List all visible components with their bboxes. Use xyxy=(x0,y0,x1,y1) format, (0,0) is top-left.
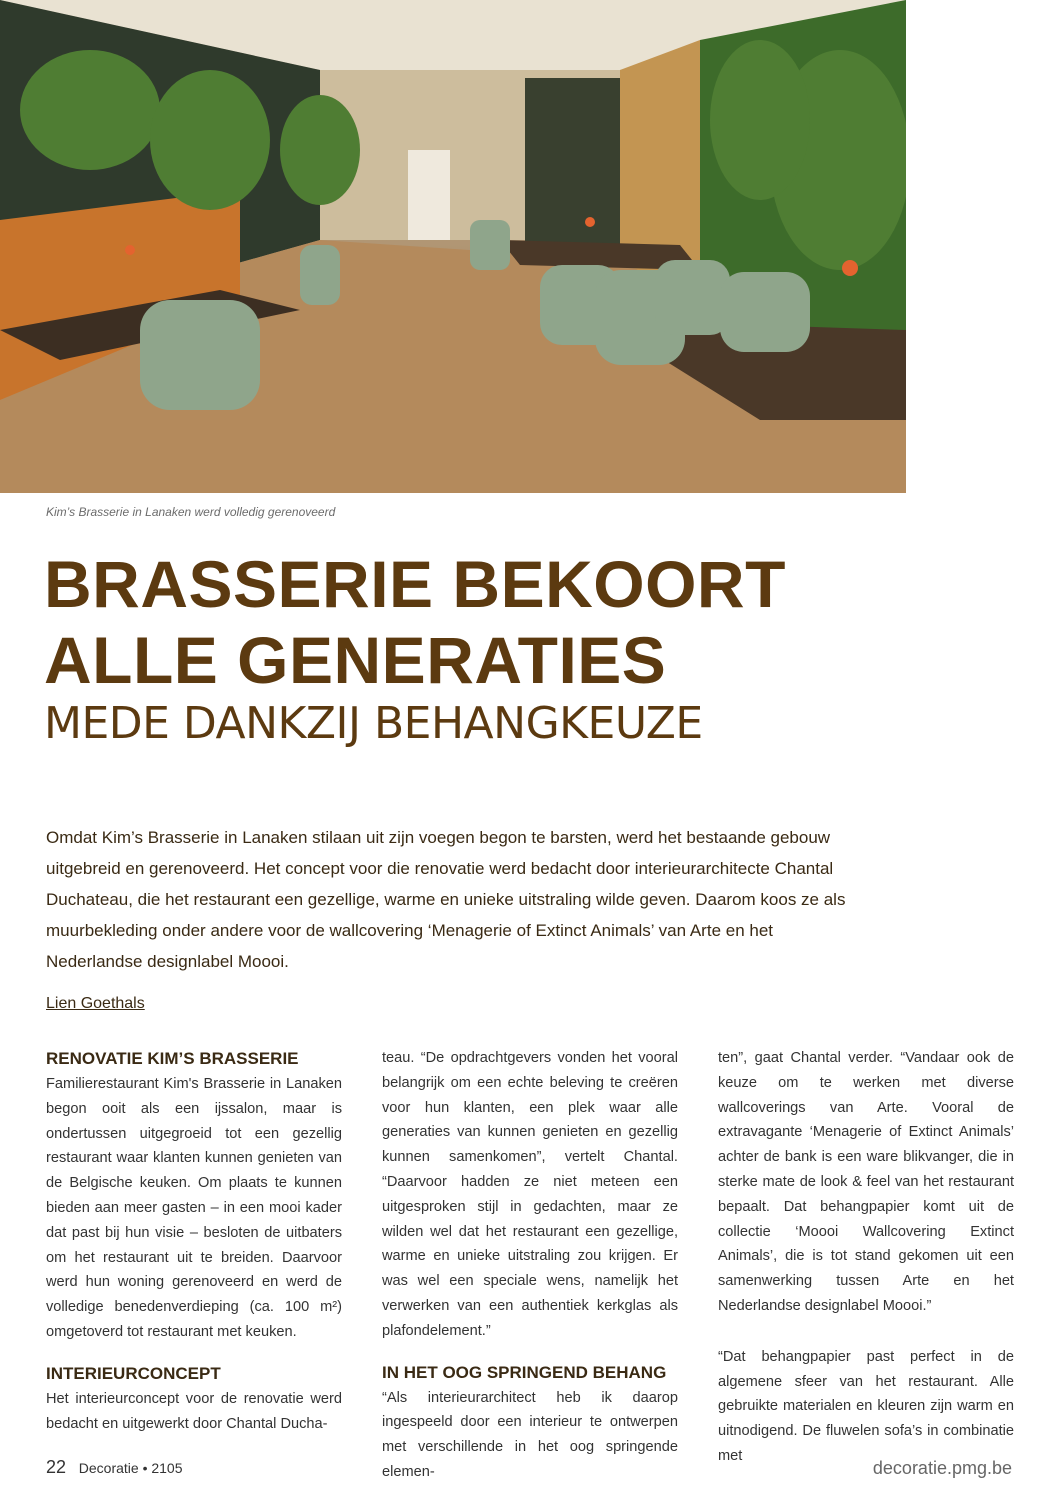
column-1-paragraph-1: Familierestaurant Kim's Brasserie in Lanaken begon ooit als een ijssalon, maar is ondertussen uitgegroeid tot een gezellig restaurant waar klanten kunnen genieten van de Belgische keuken. Om plaats te kunnen bieden aan meer gasten – in een mooi kader dat past bij hun visie – besloten de uitbaters om het restaurant uit te breiden. Daarvoor werd hun woning gerenoveerd en werd de volledige benedenverdieping (ca. 100 m²) omgetoverd tot restaurant met keuken. xyxy=(46,1076,342,1340)
hero-photo xyxy=(0,0,906,493)
subheadline: MEDE DANKZIJ BEHANGKEUZE xyxy=(44,698,703,749)
lead-paragraph: Omdat Kim’s Brasserie in Lanaken stilaan uit zijn voegen begon te barsten, werd het bestaande gebouw uitgebreid en gerenoveerd. Het concept voor die renovatie werd bedacht door interieurarchitecte Chantal Duchateau, die het restaurant een gezellige, warme en unieke uitstraling wilde geven. Daarom koos ze als muurbekleding onder andere voor de wallcovering ‘Menagerie of Extinct Animals’ van Arte en het Nederlandse designlabel Moooi. xyxy=(46,828,846,971)
column-2 xyxy=(382,1046,678,1485)
headline-line-1: BRASSERIE BEKOORT xyxy=(44,547,786,621)
headline-line-2: ALLE GENERATIES xyxy=(44,623,667,697)
restaurant-illustration xyxy=(0,0,906,493)
section-heading-renovatie: RENOVATIE KIM’S BRASSERIE xyxy=(46,1049,299,1068)
footer-url[interactable]: decoratie.pmg.be xyxy=(872,1458,1012,1478)
column-3 xyxy=(718,1046,1014,1469)
magazine-issue: Decoratie • 2105 xyxy=(78,1460,183,1476)
author-byline: Lien Goethals xyxy=(46,995,145,1012)
section-heading-behang: IN HET OOG SPRINGEND BEHANG xyxy=(382,1362,667,1382)
footer-left xyxy=(46,1457,183,1478)
section-heading-interieurconcept: INTERIEURCONCEPT xyxy=(46,1363,221,1383)
column-2-paragraph-1: teau. “De opdrachtgevers vonden het vooral belangrijk om een echte beleving te creëren voor hun klanten, een plek waar alle generaties van kunnen genieten en gezellig kunnen samenkomen”, vertelt Chantal. “Daarvoor hadden ze niet meteen een uitgesproken stijl in gedachten, maar ze wilden wel dat het restaurant een gezellige, warme en unieke uitstraling zou krijgen. Er was wel een speciale wens, namelijk het verwerken van een authentiek kerkglas als plafondelement.” xyxy=(382,1050,678,1339)
photo-caption: Kim’s Brasserie in Lanaken werd volledig gerenoveerd xyxy=(46,505,336,519)
column-3-paragraph-2: “Dat behangpapier past perfect in de algemene sfeer van het restaurant. Alle gebruikte materialen en kleuren zijn warm en uitnodigend. De fluwelen sofa’s in combinatie met xyxy=(718,1348,1014,1464)
column-1-paragraph-2: Het interieurconcept voor de renovatie werd bedacht en uitgewerkt door Chantal Ducha- xyxy=(46,1390,342,1432)
column-3-paragraph-1: ten”, gaat Chantal verder. “Vandaar ook de keuze om te werken met diverse wallcoverings van Arte. Vooral de extravagante ‘Menagerie of Extinct Animals’ achter de bank is een ware blikvanger, die in sterke mate de look & feel van het restaurant bepaalt. Dat behangpapier komt uit de collectie ‘Moooi Wallcovering Extinct Animals’, die is tot stand gekomen uit een samenwerking tussen Arte en het Nederlandse designlabel Moooi.” xyxy=(718,1050,1014,1314)
page-number: 22 xyxy=(46,1457,67,1477)
headline xyxy=(44,546,786,698)
column-1 xyxy=(46,1046,342,1436)
column-2-paragraph-2: “Als interieurarchitect heb ik daarop ingespeeld door een interieur te ontwerpen met verschillende in het oog springende elemen- xyxy=(382,1389,678,1480)
